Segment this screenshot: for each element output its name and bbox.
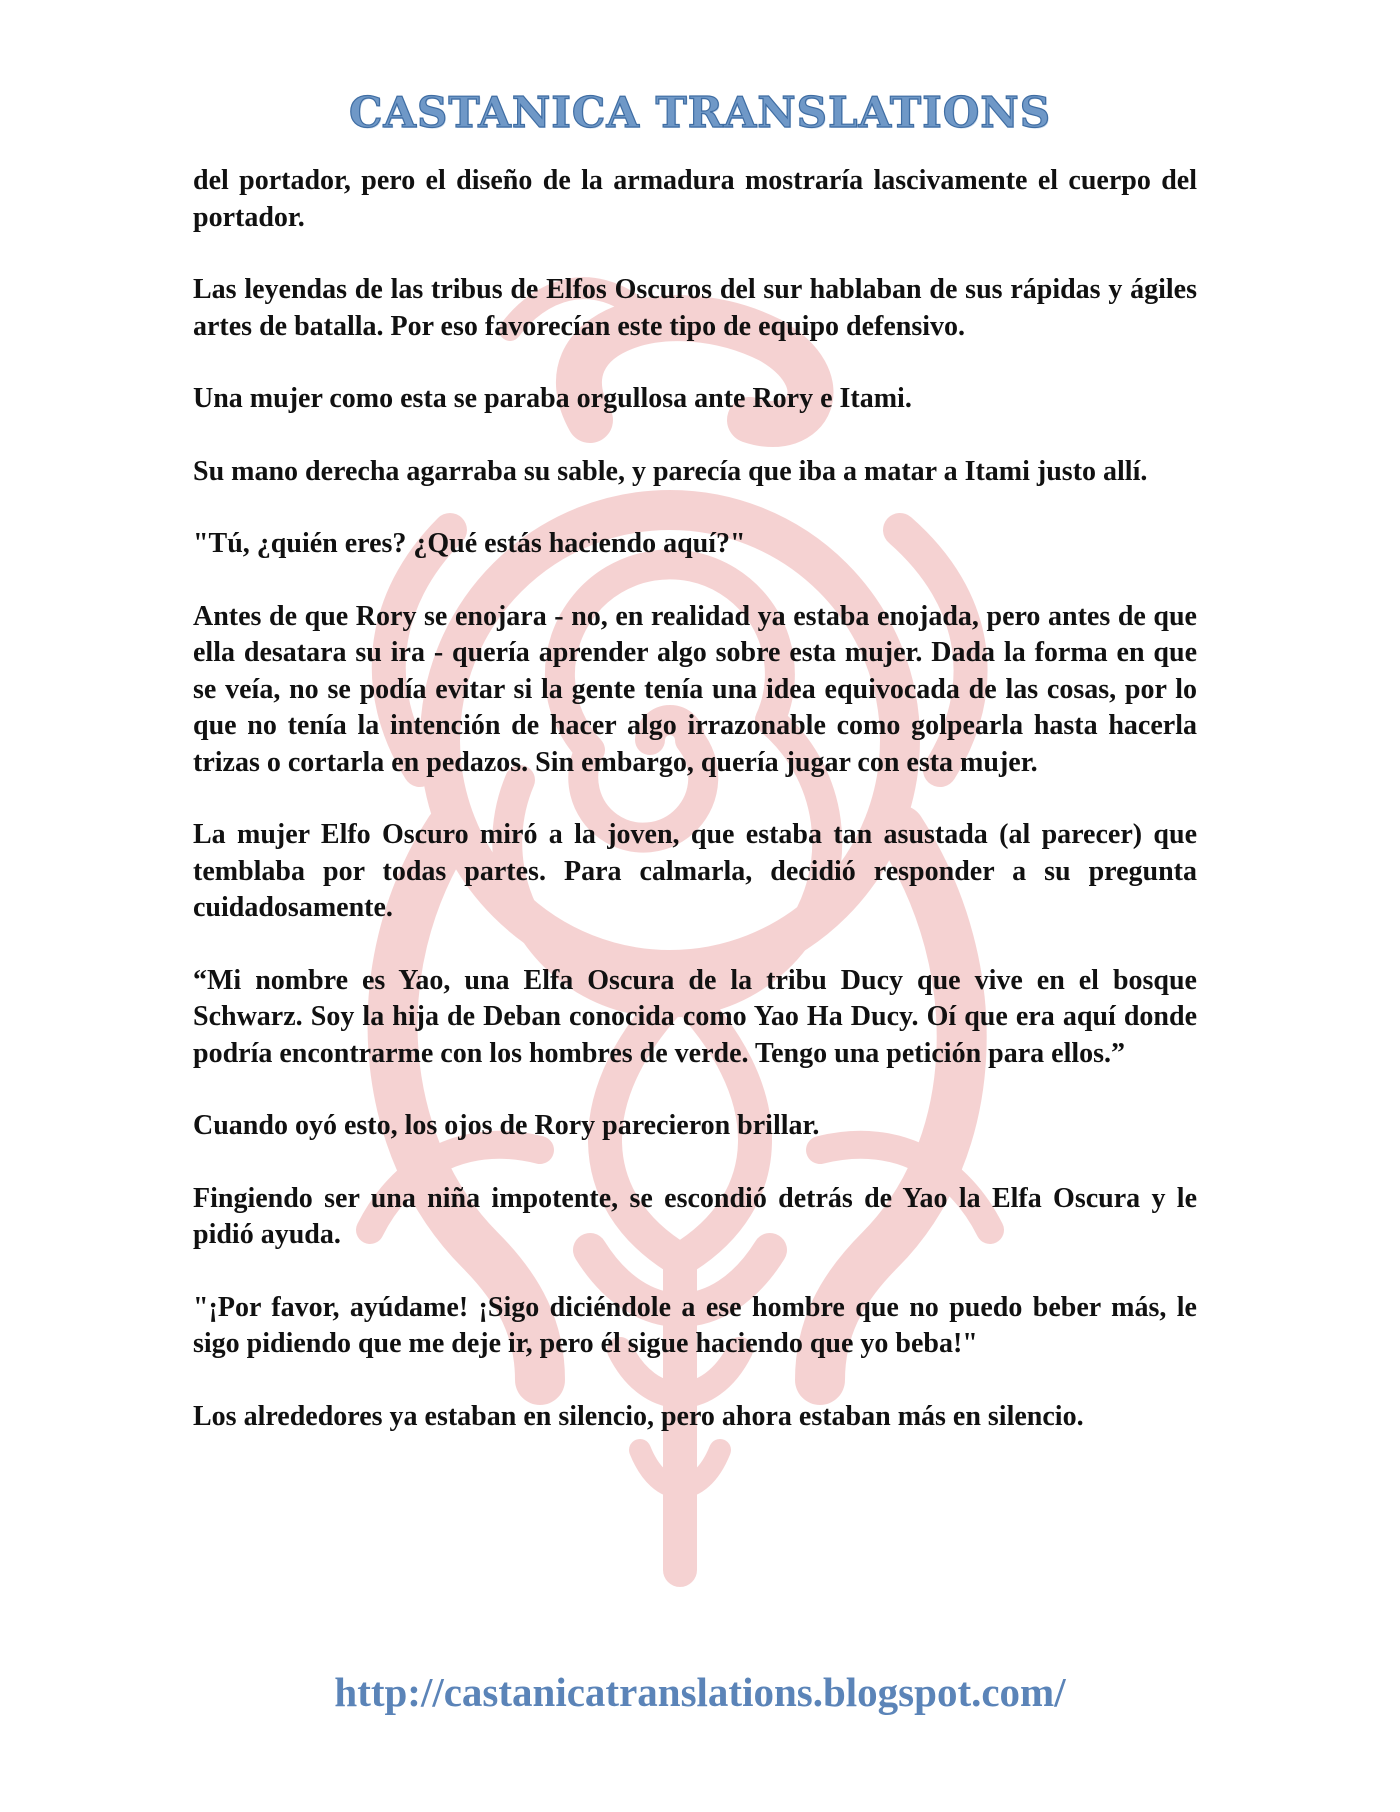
footer-url-link[interactable]: http://castanicatranslations.blogspot.com/ <box>334 1669 1066 1715</box>
paragraph: Fingiendo ser una niña impotente, se escondió detrás de Yao la Elfa Oscura y le pidió ayuda. <box>193 1182 1197 1250</box>
paragraph: del portador, pero el diseño de la armadura mostraría lascivamente el cuerpo del portador. <box>193 165 1197 233</box>
paragraph: "¡Por favor, ayúdame! ¡Sigo diciéndole a ese hombre que no puedo beber más, le sigo pidiendo que me deje ir, pero él sigue haciendo que yo beba!" <box>193 1291 1197 1359</box>
paragraph: Los alrededores ya estaban en silencio, pero ahora estaban más en silencio. <box>193 1400 1084 1432</box>
site-title: CASTANICA TRANSLATIONS <box>348 88 1052 137</box>
paragraph: Cuando oyó esto, los ojos de Rory parecieron brillar. <box>193 1110 820 1141</box>
paragraph: La mujer Elfo Oscuro miró a la joven, que estaba tan asustada (al parecer) que temblaba por todas partes. Para calmarla, decidió responder a su pregunta cuidadosamente. <box>193 819 1197 923</box>
paragraph: Su mano derecha agarraba su sable, y parecía que iba a matar a Itami justo allí. <box>193 455 1148 487</box>
paragraph: Una mujer como esta se paraba orgullosa ante Rory e Itami. <box>193 383 912 414</box>
paragraph: "Tú, ¿quién eres? ¿Qué estás haciendo aquí?" <box>193 528 746 559</box>
document-body <box>193 163 1197 1471</box>
paragraph: Antes de que Rory se enojara - no, en realidad ya estaba enojada, pero antes de que ella desatara su ira - quería aprender algo sobre esta mujer. Dada la forma en que se veía, no se podía evitar si la gente tenía una idea equivocada de las cosas, por lo que no tenía la intención de hacer algo irrazonable como golpearla hasta hacerla trizas o cortarla en pedazos. Sin embargo, quería jugar con esta mujer. <box>193 600 1197 778</box>
paragraph: “Mi nombre es Yao, una Elfa Oscura de la tribu Ducy que vive en el bosque Schwarz. Soy la hija de Deban conocida como Yao Ha Ducy. Oí que era aquí donde podría encontrarme con los hombres de verde. Tengo una petición para ellos.” <box>193 964 1197 1069</box>
paragraph: Las leyendas de las tribus de Elfos Oscuros del sur hablaban de sus rápidas y ágiles artes de batalla. Por eso favorecían este tipo de equipo defensivo. <box>193 274 1197 342</box>
